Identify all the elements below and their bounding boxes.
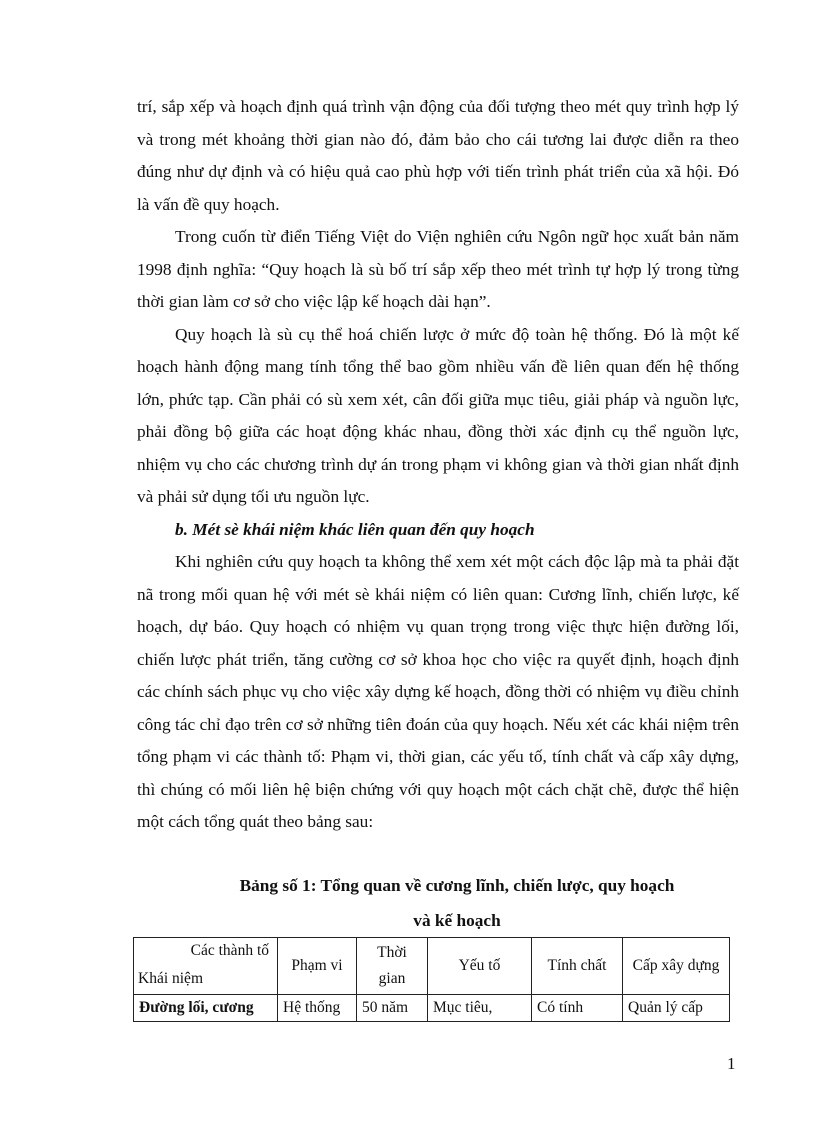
table-caption-line2: và kế hoạch: [413, 911, 501, 930]
page-number: 1: [727, 1054, 736, 1073]
paragraph-continuation: trí, sắp xếp và hoạch định quá trình vận động của đối tượng theo mét quy trình hợp lý và trong mét khoảng thời gian nào đó, đảm bảo cho cái tương lai được diễn ra theo đúng như dự định và có hiệu quả cao phù hợp với tiến trình phát triển của xã hội. Đó là vấn đề quy hoạch.: [137, 97, 739, 214]
cell-concept: Đường lối, cương: [134, 995, 278, 1022]
header-level: Cấp xây dựng: [623, 938, 730, 995]
header-factors: Yếu tố: [428, 938, 532, 995]
paragraph-dictionary-definition: Trong cuốn từ điển Tiếng Việt do Viện nghiên cứu Ngôn ngữ học xuất bản năm 1998 định nghĩa: “Quy hoạch là sù bố trí sắp xếp theo mét trình tự hợp lý trong từng thời gian làm cơ sở cho việc lập kế hoạch dài hạn”.: [137, 227, 739, 311]
header-nature: Tính chất: [532, 938, 623, 995]
cell-level: Quản lý cấp: [623, 995, 730, 1022]
table-caption: [137, 868, 777, 938]
cell-nature: Có tính: [532, 995, 623, 1022]
header-time: Thời gian: [357, 938, 428, 995]
overview-table: [133, 937, 730, 1022]
section-heading-b: b. Mét sè khái niệm khác liên quan đến quy hoạch: [175, 519, 535, 539]
header-diagonal-cell: [134, 938, 278, 995]
cell-time: 50 năm: [357, 995, 428, 1022]
table-row: [134, 995, 730, 1022]
header-components-label: Các thành tố: [190, 942, 269, 959]
header-concept-label: Khái niệm: [138, 970, 203, 987]
paragraph-related-concepts: Khi nghiên cứu quy hoạch ta không thể xem xét một cách độc lập mà ta phải đặt nã trong mối quan hệ với mét sè khái niệm có liên quan: Cương lĩnh, chiến lược, kế hoạch, dự báo. Quy hoạch có nhiệm vụ quan trọng trong việc thực hiện đường lối, chiến lược phát triển, tăng cường cơ sở khoa học cho việc ra quyết định, hoạch định các chính sách phục vụ cho việc xây dựng kế hoạch, đồng thời có nhiệm vụ điều chỉnh công tác chỉ đạo trên cơ sở những tiên đoán của quy hoạch. Nếu xét các khái niệm trên tổng phạm vi các thành tố: Phạm vi, thời gian, các yếu tố, tính chất và cấp xây dựng, thì chúng có mối liên hệ biện chứng với quy hoạch một cách chặt chẽ, được thể hiện một cách tổng quát theo bảng sau:: [137, 552, 739, 831]
header-scope: Phạm vi: [278, 938, 357, 995]
cell-factors: Mục tiêu,: [428, 995, 532, 1022]
cell-scope: Hệ thống: [278, 995, 357, 1022]
body-text: [137, 91, 739, 839]
table-header-row: [134, 938, 730, 995]
paragraph-planning-concretization: Quy hoạch là sù cụ thể hoá chiến lược ở mức độ toàn hệ thống. Đó là một kế hoạch hành động mang tính tổng thể bao gồm nhiều vấn đề liên quan đến hệ thống lớn, phức tạp. Cần phải có sù xem xét, cân đối giữa mục tiêu, giải pháp và nguồn lực, phải đồng bộ giữa các hoạt động khác nhau, đồng thời xác định cụ thể nguồn lực, nhiệm vụ cho các chương trình dự án trong phạm vi không gian và thời gian nhất định và phải sử dụng tối ưu nguồn lực.: [137, 324, 739, 506]
table-caption-line1: Bảng số 1: Tổng quan về cương lĩnh, chiến lược, quy hoạch: [239, 876, 675, 895]
